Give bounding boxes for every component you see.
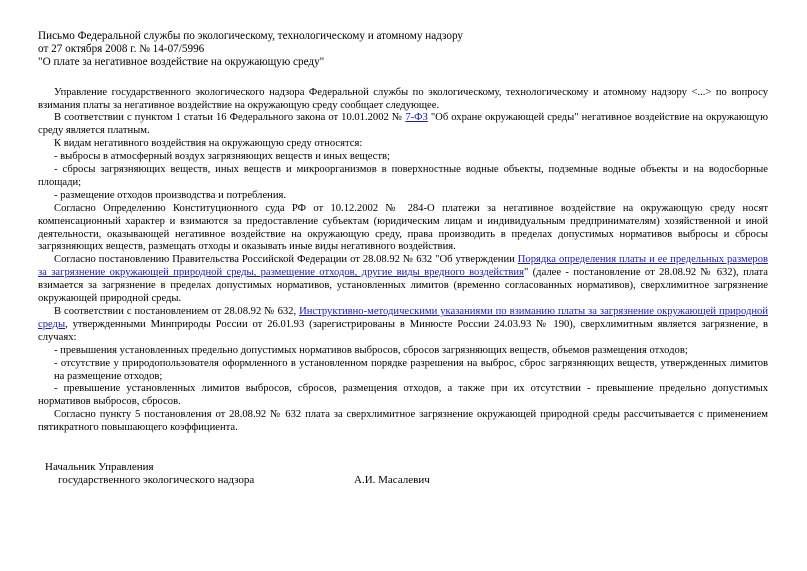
paragraph-instructions xyxy=(38,306,768,345)
paragraph-text: В соответствии с постановлением от 28.08.92 № 632, xyxy=(54,306,300,318)
header-line-3: "О плате за негативное воздействие на окружающую среду" xyxy=(38,56,325,69)
list-item: - выбросы в атмосферный воздух загрязняющих веществ и иных веществ; xyxy=(54,151,390,163)
paragraph-text: Согласно постановлению Правительства Российской Федерации от 28.08.92 № 632 "Об утверждении xyxy=(54,254,518,266)
list-item: - превышение установленных лимитов выбросов, сбросов, размещения отходов, а также при их отсутствии - превышение предельно допустимых нормативов выбросов, сбросов. xyxy=(38,383,768,408)
signature-name: А.И. Масалевич xyxy=(354,474,430,487)
header-line-2: от 27 октября 2008 г. № 14-07/5996 xyxy=(38,43,205,56)
signature-title-2: государственного экологического надзора xyxy=(58,474,255,487)
paragraph-text: " (далее - постановление от 28.08.92 № 632), плата взимается за загрязнение в пределах допустимых нормативов, установленных лимитов (временно согласованных нормативов), сверхлимитное загрязнение окружающей природной среды. xyxy=(38,267,768,305)
document-page xyxy=(38,30,768,487)
header-line-1: Письмо Федеральной службы по экологическому, технологическому и атомному надзору xyxy=(38,30,463,42)
methodical-instructions-link[interactable]: Инструктивно-методическими указаниями по взиманию платы за загрязнение окружающей природной среды xyxy=(38,306,768,330)
paragraph-intro: Управление государственного экологического надзора Федеральной службы по экологическому, технологическому и атомному надзору <...> по вопросу взимания платы за негативное воздействие на окружающую среду сообщает следующее. xyxy=(38,86,768,111)
paragraph-text: В соответствии с пунктом 1 статьи 16 Федерального закона от 10.01.2002 № xyxy=(54,112,406,124)
document-header xyxy=(38,30,768,70)
paragraph-coefficient: Согласно пункту 5 постановления от 28.08.92 № 632 плата за сверхлимитное загрязнение окружающей природной среды рассчитывается с применением пятикратного повышающего коэффициента. xyxy=(38,409,768,434)
list-item: - превышения установленных предельно допустимых нормативов выбросов, сбросов загрязняющих веществ, объемов размещения отходов; xyxy=(54,344,688,356)
signature-title-1: Начальник Управления xyxy=(45,461,154,474)
paragraph-text: , утвержденными Минприроды России от 26.01.93 (зарегистрированы в Минюсте России 24.03.93 № 190), сверхлимитным является загрязнение, в случаях: xyxy=(38,318,768,343)
document-body xyxy=(38,87,768,435)
signature-block xyxy=(38,461,768,487)
paragraph-text: "Об охране окружающей среды" негативное воздействие на окружающую среду является платным. xyxy=(38,112,769,137)
fee-procedure-link[interactable]: Порядка определения платы и ее предельных размеров за загрязнение окружающей природной среды, размещение отходов, другие виды вредного воздействия xyxy=(38,254,769,279)
paragraph-resolution-632 xyxy=(38,254,768,306)
law-7fz-link[interactable]: 7-ФЗ xyxy=(405,112,428,124)
paragraph-court-ruling: Согласно Определению Конституционного суда РФ от 10.12.2002 № 284-О платежи за негативное воздействие на окружающую среду носят компенсационный характер и взимаются за предоставление субъектам (юридическим лицам и индивидуальным предпринимателям) хозяйственной и иной деятельности, оказывающей негативное воздействие на окружающую среду, права производить в пределах допустимых нормативов выбросы и сбросы загрязняющих веществ, размещать отходы и оказывать иные виды негативного воздействия. xyxy=(38,202,768,253)
paragraph-types-heading: К видам негативного воздействия на окружающую среду относятся: xyxy=(54,138,363,150)
list-item: - отсутствие у природопользователя оформленного в установленном порядке разрешения на выброс, сброс загрязняющих веществ, утвержденных лимитов на размещение отходов; xyxy=(54,357,768,382)
paragraph-law-reference xyxy=(38,112,768,138)
list-item: - сбросы загрязняющих веществ, иных веществ и микроорганизмов в поверхностные водные объекты, подземные водные объекты и на водосборные площади; xyxy=(38,164,768,188)
list-item: - размещение отходов производства и потребления. xyxy=(54,189,287,201)
